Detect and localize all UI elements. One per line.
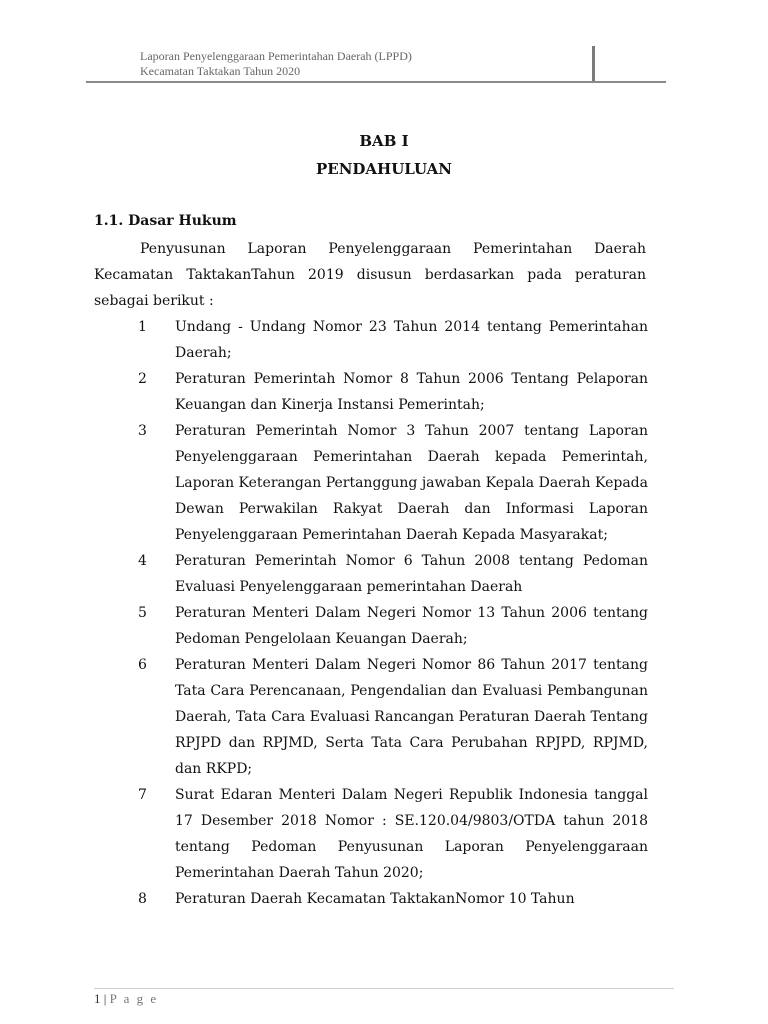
chapter-number: BAB I [359, 132, 409, 150]
item-text: Surat Edaran Menteri Dalam Negeri Republik Indonesia tanggal 17 Desember 2018 Nomor : SE.120.04/9803/OTDA tahun 2018 tentang Pedoman Penyusunan Laporan Penyelenggaraan Pemerintahan Daerah Tahun 2020; [175, 787, 648, 881]
page-footer [94, 991, 158, 1007]
list-item [138, 548, 648, 600]
header-rule [86, 81, 666, 83]
header-title-line: Laporan Penyelenggaraan Pemerintahan Daerah (LPPD) [140, 49, 412, 63]
item-number: 4 [138, 553, 147, 569]
item-text: Peraturan Pemerintah Nomor 3 Tahun 2007 tentang Laporan Penyelenggaraan Pemerintahan Daerah kepada Pemerintah, Laporan Keterangan Pertanggung jawaban Kepala Daerah Kepada Dewan Perwakilan Rakyat Daerah dan Informasi Laporan Penyelenggaraan Pemerintahan Daerah Kepada Masyarakat; [175, 423, 648, 543]
item-number: 7 [138, 787, 147, 803]
item-number: 8 [138, 891, 147, 907]
footer-separator: | [103, 991, 107, 1006]
item-number: 1 [138, 319, 147, 335]
list-item [138, 782, 648, 886]
page-header [140, 49, 600, 79]
section-heading: 1.1. Dasar Hukum [94, 213, 237, 229]
item-number: 2 [138, 371, 147, 387]
page-number: 1 [94, 991, 101, 1006]
item-text: Undang - Undang Nomor 23 Tahun 2014 tentang Pemerintahan Daerah; [175, 319, 648, 361]
chapter-title: PENDAHULUAN [315, 160, 453, 178]
list-item [138, 652, 648, 782]
list-item [138, 600, 648, 652]
item-text: Peraturan Menteri Dalam Negeri Nomor 13 Tahun 2006 tentang Pedoman Pengelolaan Keuangan Daerah; [175, 605, 648, 647]
list-item [138, 418, 648, 548]
item-text: Peraturan Daerah Kecamatan TaktakanNomor 10 Tahun [175, 891, 575, 907]
list-item [138, 886, 648, 912]
header-subtitle-line: Kecamatan Taktakan Tahun 2020 [140, 64, 301, 78]
footer-rule [94, 988, 674, 989]
item-number: 5 [138, 605, 147, 621]
item-number: 3 [138, 423, 147, 439]
regulation-list [138, 314, 648, 912]
item-text: Peraturan Menteri Dalam Negeri Nomor 86 Tahun 2017 tentang Tata Cara Perencanaan, Pengendalian dan Evaluasi Pembangunan Daerah, Tata Cara Evaluasi Rancangan Peraturan Daerah Tentang RPJPD dan RPJMD, Serta Tata Cara Perubahan RPJPD, RPJMD, dan RKPD; [175, 657, 648, 777]
list-item [138, 314, 648, 366]
page-label: P a g e [109, 991, 159, 1006]
header-vertical-bar [592, 46, 595, 82]
intro-paragraph: Penyusunan Laporan Penyelenggaraan Pemerintahan Daerah Kecamatan TaktakanTahun 2019 disusun berdasarkan pada peraturan sebagai berikut : [94, 241, 646, 309]
item-text: Peraturan Pemerintah Nomor 8 Tahun 2006 Tentang Pelaporan Keuangan dan Kinerja Instansi Pemerintah; [175, 371, 648, 413]
list-item [138, 366, 648, 418]
item-text: Peraturan Pemerintah Nomor 6 Tahun 2008 tentang Pedoman Evaluasi Penyelenggaraan pemerintahan Daerah [175, 553, 648, 595]
item-number: 6 [138, 657, 147, 673]
